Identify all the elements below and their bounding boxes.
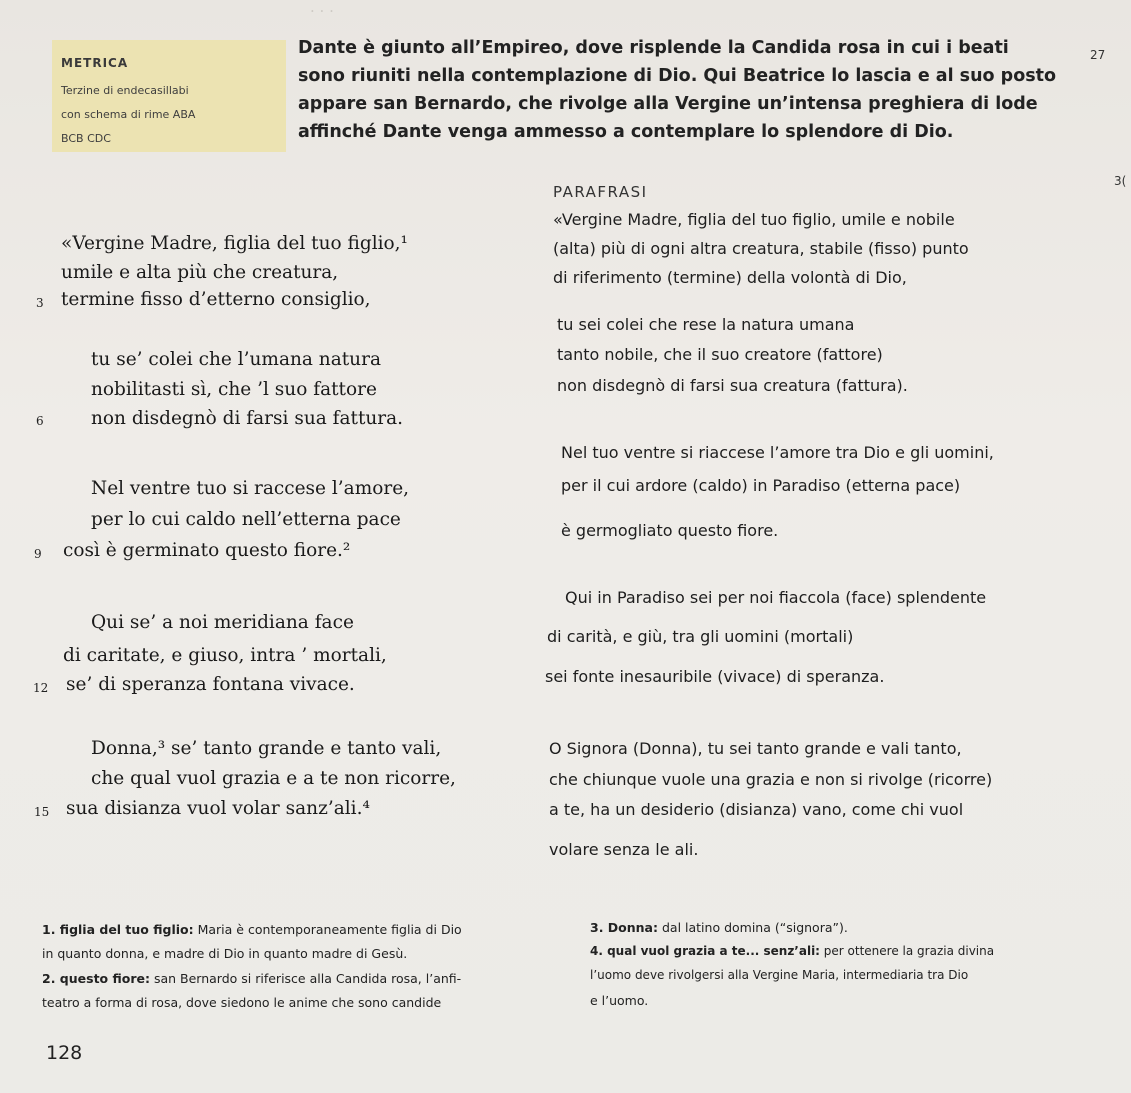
parafrasi-heading: PARAFRASI xyxy=(553,183,648,201)
footnote-line: 4. qual vuol grazia a te... senz’ali: per ottenere la grazia divina xyxy=(590,944,995,958)
paraphrase-line: tanto nobile, che il suo creatore (fattore) xyxy=(557,345,883,364)
verse-number: 9 xyxy=(34,547,42,561)
verse-line: non disdegnò di farsi sua fattura. xyxy=(91,408,404,429)
side-verse-number: 3( xyxy=(1114,174,1127,188)
paraphrase-line: a te, ha un desiderio (disianza) vano, come chi vuol xyxy=(549,800,964,819)
verse-line: così è germinato questo fiore.² xyxy=(63,540,351,561)
footnote-line: 2. questo fiore: san Bernardo si riferisce alla Candida rosa, l’anfi- xyxy=(42,971,462,986)
paraphrase-line: «Vergine Madre, figlia del tuo figlio, umile e nobile xyxy=(553,210,955,229)
metrica-box xyxy=(52,40,286,152)
footnote-line: e l’uomo. xyxy=(590,993,649,1008)
paraphrase-line: non disdegnò di farsi sua creatura (fattura). xyxy=(557,376,908,395)
verse-line: umile e alta più che creatura, xyxy=(61,262,339,283)
verse-number: 3 xyxy=(36,296,44,310)
metrica-line: BCB CDC xyxy=(61,132,111,145)
verse-line: Nel ventre tuo si raccese l’amore, xyxy=(91,478,410,499)
verse-line: di caritate, e giuso, intra ’ mortali, xyxy=(63,645,387,666)
paraphrase-line: volare senza le ali. xyxy=(549,840,699,859)
side-verse-number: 27 xyxy=(1090,48,1106,62)
metrica-line: Terzine di endecasillabi xyxy=(61,84,189,97)
footnote-line: 3. Donna: dal latino domina (“signora”). xyxy=(590,920,848,935)
verse-line: «Vergine Madre, figlia del tuo figlio,¹ xyxy=(61,233,408,254)
paraphrase-line: O Signora (Donna), tu sei tanto grande e vali tanto, xyxy=(549,739,962,758)
metrica-heading: METRICA xyxy=(61,56,129,70)
paraphrase-line: è germogliato questo fiore. xyxy=(561,521,779,540)
intro-line: appare san Bernardo, che rivolge alla Vergine un’intensa preghiera di lode xyxy=(298,94,1038,114)
paraphrase-line: che chiunque vuole una grazia e non si rivolge (ricorre) xyxy=(549,770,993,789)
paraphrase-line: per il cui ardore (caldo) in Paradiso (etterna pace) xyxy=(561,476,961,495)
page-number: 128 xyxy=(46,1042,83,1064)
metrica-line: con schema di rime ABA xyxy=(61,108,196,121)
paraphrase-line: di carità, e giù, tra gli uomini (mortali) xyxy=(547,627,854,646)
paraphrase-line: sei fonte inesauribile (vivace) di speranza. xyxy=(545,667,885,686)
verse-line: se’ di speranza fontana vivace. xyxy=(66,674,355,695)
intro-line: affinché Dante venga ammesso a contemplare lo splendore di Dio. xyxy=(298,122,954,142)
intro-line: sono riuniti nella contemplazione di Dio. Qui Beatrice lo lascia e al suo posto xyxy=(298,66,1057,86)
paraphrase-line: Qui in Paradiso sei per noi fiaccola (face) splendente xyxy=(565,588,987,607)
verse-line: tu se’ colei che l’umana natura xyxy=(91,349,381,370)
verse-line: nobilitasti sì, che ’l suo fattore xyxy=(91,379,377,400)
verse-number: 15 xyxy=(34,805,50,819)
verse-line: termine fisso d’etterno consiglio, xyxy=(61,289,371,310)
verse-line: per lo cui caldo nell’etterna pace xyxy=(91,509,401,530)
verse-number: 6 xyxy=(36,414,44,428)
footnote-line: teatro a forma di rosa, dove siedono le anime che sono candide xyxy=(42,995,442,1010)
paraphrase-line: di riferimento (termine) della volontà di Dio, xyxy=(553,268,907,287)
bleed-through-text: · · · xyxy=(310,2,334,20)
intro-line: Dante è giunto all’Empireo, dove risplende la Candida rosa in cui i beati xyxy=(298,38,1009,58)
verse-line: che qual vuol grazia e a te non ricorre, xyxy=(91,768,456,789)
footnote-line: in quanto donna, e madre di Dio in quanto madre di Gesù. xyxy=(42,946,408,961)
footnote-line: 1. figlia del tuo figlio: Maria è contemporaneamente figlia di Dio xyxy=(42,922,462,937)
verse-number: 12 xyxy=(33,681,49,695)
verse-line: Qui se’ a noi meridiana face xyxy=(91,612,354,633)
verse-line: sua disianza vuol volar sanz’ali.⁴ xyxy=(66,798,370,819)
verse-line: Donna,³ se’ tanto grande e tanto vali, xyxy=(91,738,442,759)
footnote-line: l’uomo deve rivolgersi alla Vergine Maria, intermediaria tra Dio xyxy=(590,968,969,982)
paraphrase-line: tu sei colei che rese la natura umana xyxy=(557,315,855,334)
paraphrase-line: (alta) più di ogni altra creatura, stabile (fisso) punto xyxy=(553,239,969,258)
paraphrase-line: Nel tuo ventre si riaccese l’amore tra Dio e gli uomini, xyxy=(561,443,994,462)
